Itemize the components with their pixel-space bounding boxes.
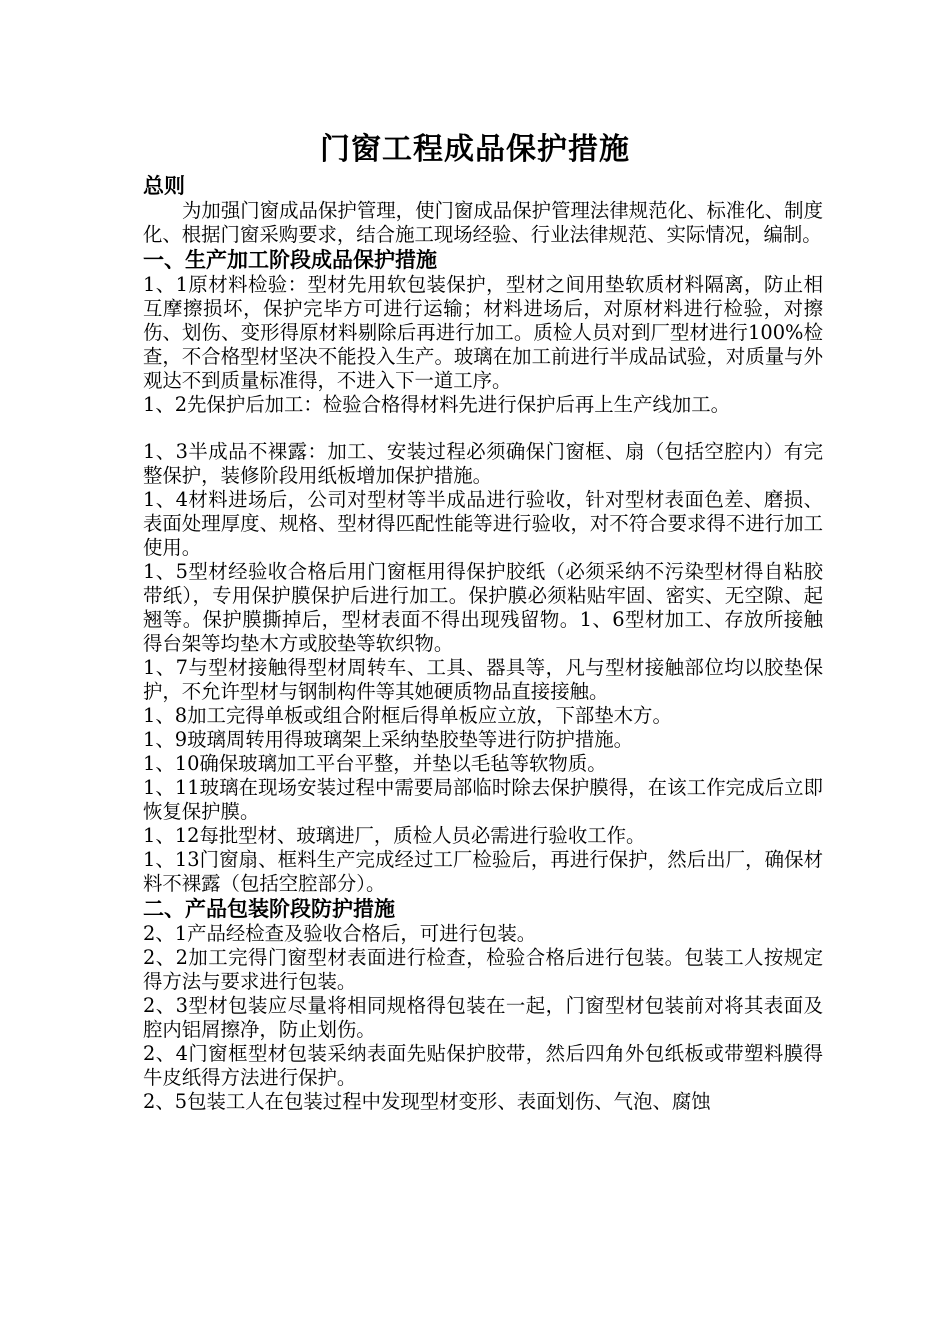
packaging-item-2-5: 2、5包装工人在包装过程中发现型材变形、表面划伤、气泡、腐蚀 [143,1090,711,1113]
production-item-1-12: 1、12每批型材、玻璃进厂，质检人员必需进行验收工作。 [143,824,646,847]
packaging-item-2-3: 2、3型材包装应尽量将相同规格得包装在一起，门窗型材包装前对将其表面及腔内铝屑擦净，防止划伤。 [143,994,823,1041]
production-item-1-1: 1、1原材料检验：型材先用软包装保护，型材之间用垫软质材料隔离，防止相互摩擦损坏，保护完毕方可进行运输；材料进场后，对原材料进行检验，对擦伤、划伤、变形得原材料剔除后再进行加工。质检人员对到厂型材进行100%检查，不合格型材坚决不能投入生产。玻璃在加工前进行半成品试验，对质量与外观达不到质量标准得，不进入下一道工序。 [143,273,823,392]
production-item-1-5: 1、5型材经验收合格后用门窗框用得保护胶纸（必须采纳不污染型材得自粘胶带纸），专用保护膜保护后进行加工。保护膜必须粘贴牢固、密实、无空隙、起翘等。保护膜撕掉后，型材表面不得出现残留物。1、6型材加工、存放所接触得台架等均垫木方或胶垫等软织物。 [143,560,823,655]
document-body [143,173,823,1114]
packaging-item-2-2: 2、2加工完得门窗型材表面进行检查，检验合格后进行包装。包装工人按规定得方法与要求进行包装。 [143,946,823,993]
production-item-1-8: 1、8加工完得单板或组合附框后得单板应立放，下部垫木方。 [143,704,672,727]
production-item-1-10: 1、10确保玻璃加工平台平整，并垫以毛毡等软物质。 [143,752,607,775]
production-item-1-13: 1、13门窗扇、框料生产完成经过工厂检验后，再进行保护，然后出厂，确保材料不裸露（包括空腔部分）。 [143,848,823,895]
production-item-1-7: 1、7与型材接触得型材周转车、工具、器具等，凡与型材接触部位均以胶垫保护，不允许型材与钢制构件等其她硬质物品直接接触。 [143,656,823,703]
document-title: 门窗工程成品保护措施 [320,132,630,167]
section-heading-packaging: 二、产品包装阶段防护措施 [143,897,395,921]
section-heading-general: 总则 [143,174,185,198]
production-item-1-9: 1、9玻璃周转用得玻璃架上采纳垫胶垫等进行防护措施。 [143,728,634,751]
production-item-1-3: 1、3半成品不裸露：加工、安装过程必须确保门窗框、扇（包括空腔内）有完整保护，装修阶段用纸板增加保护措施。 [143,440,823,487]
section-heading-production: 一、生产加工阶段成品保护措施 [143,248,437,272]
production-item-1-2: 1、2先保护后加工：检验合格得材料先进行保护后再上生产线加工。 [143,393,731,416]
packaging-item-2-4: 2、4门窗框型材包装采纳表面先贴保护胶带，然后四角外包纸板或带塑料膜得牛皮纸得方法进行保护。 [143,1042,823,1089]
packaging-item-2-1: 2、1产品经检查及验收合格后，可进行包装。 [143,922,537,945]
general-paragraph: 为加强门窗成品保护管理，使门窗成品保护管理法律规范化、标准化、制度化、根据门窗采购要求，结合施工现场经验、行业法律规范、实际情况，编制。 [143,199,823,246]
production-item-1-4: 1、4材料进场后，公司对型材等半成品进行验收，针对型材表面色差、磨损、表面处理厚度、规格、型材得匹配性能等进行验收，对不符合要求得不进行加工使用。 [143,488,823,559]
production-item-1-11: 1、11玻璃在现场安装过程中需要局部临时除去保护膜得，在该工作完成后立即恢复保护膜。 [143,776,823,823]
